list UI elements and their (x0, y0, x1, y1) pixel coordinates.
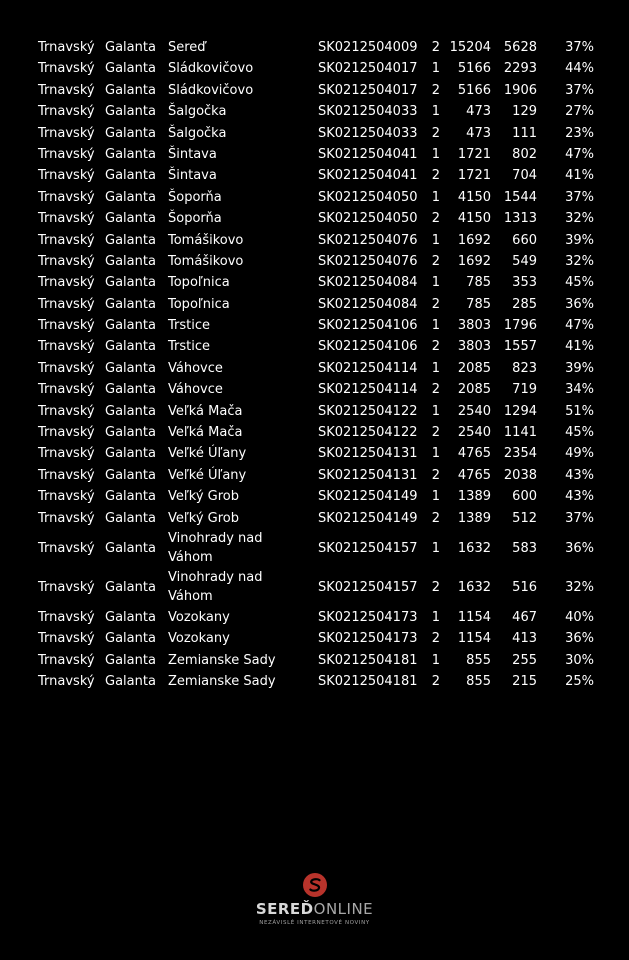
cell-kolo: 2 (431, 253, 440, 269)
cell-kraj: Trnavský (38, 82, 95, 98)
cell-kod: SK0212504181 (318, 652, 418, 668)
cell-kraj: Trnavský (38, 189, 95, 205)
cell-hlasy: 704 (512, 168, 537, 184)
cell-volici: 1389 (457, 489, 491, 505)
cell-volici: 855 (466, 652, 491, 668)
cell-obec: Veľká Mača (168, 425, 243, 441)
cell-kod: SK0212504017 (318, 61, 418, 77)
cell-kraj: Trnavský (38, 489, 95, 505)
cell-obec: Šalgočka (168, 104, 227, 120)
cell-percent: 41% (565, 339, 594, 355)
cell-kraj: Trnavský (38, 674, 95, 690)
table-row (0, 607, 629, 628)
cell-okres: Galanta (105, 489, 156, 505)
cell-kolo: 1 (431, 61, 440, 77)
cell-kolo: 1 (431, 318, 440, 334)
cell-volici: 5166 (457, 82, 491, 98)
cell-percent: 32% (565, 579, 594, 595)
cell-obec: Váhovce (168, 360, 223, 376)
table-row (0, 101, 629, 122)
cell-okres: Galanta (105, 631, 156, 647)
cell-hlasy: 1557 (503, 339, 537, 355)
cell-okres: Galanta (105, 40, 156, 55)
table-row (0, 144, 629, 165)
cell-kod: SK0212504050 (318, 189, 418, 205)
cell-volici: 2085 (457, 382, 491, 398)
cell-percent: 37% (565, 510, 594, 526)
cell-kolo: 1 (431, 189, 440, 205)
cell-kolo: 1 (431, 540, 440, 556)
cell-okres: Galanta (105, 318, 156, 334)
cell-hlasy: 2293 (503, 61, 537, 77)
cell-okres: Galanta (105, 467, 156, 483)
cell-kolo: 1 (431, 360, 440, 376)
cell-percent: 51% (565, 403, 594, 419)
cell-okres: Galanta (105, 253, 156, 269)
cell-volici: 785 (466, 296, 491, 312)
cell-volici: 1692 (457, 253, 491, 269)
cell-kraj: Trnavský (38, 104, 95, 120)
cell-hlasy: 353 (512, 275, 537, 291)
table-row (0, 529, 629, 568)
logo-brand: SEREĎ (255, 900, 314, 918)
cell-hlasy: 1796 (503, 318, 537, 334)
cell-hlasy: 516 (512, 579, 537, 595)
cell-okres: Galanta (105, 189, 156, 205)
cell-percent: 39% (565, 232, 594, 248)
cell-kod: SK0212504131 (318, 446, 418, 462)
table-row (0, 401, 629, 422)
cell-percent: 47% (565, 318, 594, 334)
cell-percent: 32% (565, 211, 594, 227)
cell-hlasy: 1313 (503, 211, 537, 227)
cell-hlasy: 802 (512, 146, 537, 162)
cell-okres: Galanta (105, 382, 156, 398)
cell-volici: 3803 (457, 339, 491, 355)
cell-percent: 40% (565, 609, 594, 625)
cell-volici: 4765 (457, 446, 491, 462)
cell-okres: Galanta (105, 146, 156, 162)
table-row (0, 486, 629, 507)
cell-kod: SK0212504106 (318, 318, 418, 334)
cell-hlasy: 1294 (503, 403, 537, 419)
cell-obec: Vozokany (168, 631, 230, 647)
cell-kod: SK0212504149 (318, 510, 418, 526)
cell-kod: SK0212504114 (318, 382, 418, 398)
cell-volici: 4150 (457, 211, 491, 227)
cell-hlasy: 129 (512, 104, 537, 120)
cell-hlasy: 1544 (503, 189, 537, 205)
cell-obec: Sereď (168, 40, 206, 55)
cell-kolo: 2 (431, 296, 440, 312)
table-row (0, 208, 629, 229)
cell-okres: Galanta (105, 211, 156, 227)
cell-volici: 2085 (457, 360, 491, 376)
cell-okres: Galanta (105, 609, 156, 625)
cell-okres: Galanta (105, 540, 156, 556)
cell-kod: SK0212504149 (318, 489, 418, 505)
table-row (0, 465, 629, 486)
cell-kod: SK0212504041 (318, 168, 418, 184)
cell-kolo: 2 (431, 211, 440, 227)
cell-kod: SK0212504122 (318, 425, 418, 441)
sered-online-logo (0, 872, 629, 927)
table-row (0, 251, 629, 272)
cell-percent: 25% (565, 674, 594, 690)
cell-obec: Sládkovičovo (168, 61, 254, 77)
cell-kraj: Trnavský (38, 339, 95, 355)
cell-okres: Galanta (105, 82, 156, 98)
cell-kolo: 2 (431, 382, 440, 398)
cell-kraj: Trnavský (38, 61, 95, 77)
cell-obec: Topoľnica (168, 296, 230, 312)
cell-hlasy: 719 (512, 382, 537, 398)
cell-obec: Váhovce (168, 382, 223, 398)
cell-percent: 36% (565, 631, 594, 647)
cell-kraj: Trnavský (38, 253, 95, 269)
cell-kraj: Trnavský (38, 40, 95, 55)
cell-kolo: 2 (431, 579, 440, 595)
table-row (0, 336, 629, 357)
table-row (0, 422, 629, 443)
table-row (0, 508, 629, 529)
cell-hlasy: 1906 (503, 82, 537, 98)
cell-volici: 1154 (457, 631, 491, 647)
cell-kraj: Trnavský (38, 510, 95, 526)
table-row (0, 230, 629, 251)
cell-kolo: 1 (431, 232, 440, 248)
cell-volici: 3803 (457, 318, 491, 334)
table-row (0, 628, 629, 649)
cell-volici: 1632 (457, 540, 491, 556)
table-row (0, 650, 629, 671)
cell-okres: Galanta (105, 296, 156, 312)
cell-volici: 1632 (457, 579, 491, 595)
cell-volici: 855 (466, 674, 491, 690)
logo-wordmark (0, 900, 629, 918)
table-row (0, 315, 629, 336)
cell-obec: Topoľnica (168, 275, 230, 291)
logo-tagline: NEZÁVISLÉ INTERNETOVÉ NOVINY (259, 920, 370, 926)
cell-hlasy: 549 (512, 253, 537, 269)
table-row (0, 671, 629, 692)
cell-hlasy: 2038 (503, 467, 537, 483)
cell-kraj: Trnavský (38, 403, 95, 419)
cell-okres: Galanta (105, 403, 156, 419)
cell-kraj: Trnavský (38, 360, 95, 376)
cell-kod: SK0212504017 (318, 82, 418, 98)
cell-volici: 5166 (457, 61, 491, 77)
cell-kod: SK0212504181 (318, 674, 418, 690)
cell-kolo: 2 (431, 168, 440, 184)
cell-percent: 37% (565, 189, 594, 205)
cell-okres: Galanta (105, 510, 156, 526)
cell-obec: Veľké Úľany (168, 467, 247, 483)
cell-volici: 4150 (457, 189, 491, 205)
cell-percent: 44% (565, 61, 594, 77)
table-row (0, 379, 629, 400)
cell-kolo: 1 (431, 146, 440, 162)
cell-kraj: Trnavský (38, 579, 95, 595)
cell-kod: SK0212504106 (318, 339, 418, 355)
cell-volici: 473 (466, 104, 491, 120)
cell-hlasy: 255 (512, 652, 537, 668)
table-row (0, 80, 629, 101)
cell-hlasy: 467 (512, 609, 537, 625)
cell-kolo: 2 (431, 631, 440, 647)
cell-volici: 1692 (457, 232, 491, 248)
cell-hlasy: 215 (512, 674, 537, 690)
cell-kraj: Trnavský (38, 425, 95, 441)
cell-obec: Trstice (168, 339, 211, 355)
table-row (0, 272, 629, 293)
cell-obec: Šintava (168, 168, 217, 184)
cell-okres: Galanta (105, 446, 156, 462)
cell-kraj: Trnavský (38, 146, 95, 162)
cell-percent: 27% (565, 104, 594, 120)
cell-kraj: Trnavský (38, 318, 95, 334)
cell-percent: 49% (565, 446, 594, 462)
cell-hlasy: 5628 (503, 40, 537, 55)
cell-okres: Galanta (105, 674, 156, 690)
cell-obec: Trstice (168, 318, 211, 334)
cell-hlasy: 285 (512, 296, 537, 312)
cell-percent: 43% (565, 489, 594, 505)
cell-obec: Veľká Mača (168, 403, 243, 419)
logo-suffix: ONLINE (313, 900, 374, 918)
cell-kraj: Trnavský (38, 232, 95, 248)
table-row (0, 294, 629, 315)
cell-kolo: 2 (431, 510, 440, 526)
cell-volici: 1389 (457, 510, 491, 526)
cell-okres: Galanta (105, 425, 156, 441)
cell-kod: SK0212504122 (318, 403, 418, 419)
cell-obec: Vozokany (168, 609, 230, 625)
cell-obec: Tomášikovo (168, 232, 244, 248)
cell-kod: SK0212504009 (318, 40, 418, 55)
cell-kolo: 2 (431, 125, 440, 141)
cell-kod: SK0212504076 (318, 253, 418, 269)
cell-obec: Šoporňa (168, 189, 222, 205)
cell-obec: Zemianske Sady (168, 652, 276, 668)
cell-okres: Galanta (105, 339, 156, 355)
cell-kolo: 2 (431, 467, 440, 483)
cell-hlasy: 600 (512, 489, 537, 505)
cell-percent: 41% (565, 168, 594, 184)
cell-volici: 2540 (457, 403, 491, 419)
cell-kod: SK0212504041 (318, 146, 418, 162)
cell-percent: 45% (565, 275, 594, 291)
cell-kolo: 1 (431, 403, 440, 419)
cell-kraj: Trnavský (38, 446, 95, 462)
cell-kraj: Trnavský (38, 211, 95, 227)
cell-obec: Veľký Grob (168, 510, 239, 526)
cell-kraj: Trnavský (38, 609, 95, 625)
cell-obec: Vinohrady nad Váhom (168, 530, 263, 565)
table-row (0, 165, 629, 186)
cell-kod: SK0212504033 (318, 104, 418, 120)
cell-obec: Šalgočka (168, 125, 227, 141)
cell-volici: 1154 (457, 609, 491, 625)
cell-volici: 1721 (457, 146, 491, 162)
cell-kolo: 1 (431, 104, 440, 120)
cell-okres: Galanta (105, 125, 156, 141)
cell-volici: 473 (466, 125, 491, 141)
table-row (0, 37, 629, 58)
cell-okres: Galanta (105, 275, 156, 291)
cell-kod: SK0212504114 (318, 360, 418, 376)
results-table (0, 37, 629, 693)
cell-kraj: Trnavský (38, 296, 95, 312)
cell-kraj: Trnavský (38, 382, 95, 398)
table-row (0, 358, 629, 379)
cell-kolo: 1 (431, 446, 440, 462)
cell-obec: Vinohrady nad Váhom (168, 569, 263, 604)
cell-okres: Galanta (105, 360, 156, 376)
cell-kolo: 1 (431, 275, 440, 291)
cell-kraj: Trnavský (38, 275, 95, 291)
cell-kod: SK0212504033 (318, 125, 418, 141)
cell-okres: Galanta (105, 61, 156, 77)
cell-kod: SK0212504173 (318, 631, 418, 647)
cell-volici: 1721 (457, 168, 491, 184)
cell-kraj: Trnavský (38, 652, 95, 668)
cell-hlasy: 512 (512, 510, 537, 526)
cell-kod: SK0212504157 (318, 579, 418, 595)
cell-okres: Galanta (105, 579, 156, 595)
cell-obec: Veľké Úľany (168, 446, 247, 462)
cell-percent: 30% (565, 652, 594, 668)
cell-hlasy: 823 (512, 360, 537, 376)
cell-kolo: 1 (431, 489, 440, 505)
table-row (0, 187, 629, 208)
cell-percent: 34% (565, 382, 594, 398)
cell-kraj: Trnavský (38, 125, 95, 141)
cell-kod: SK0212504157 (318, 540, 418, 556)
cell-kod: SK0212504173 (318, 609, 418, 625)
cell-percent: 45% (565, 425, 594, 441)
cell-percent: 23% (565, 125, 594, 141)
cell-kolo: 2 (431, 339, 440, 355)
cell-obec: Sládkovičovo (168, 82, 254, 98)
cell-kolo: 2 (431, 40, 440, 55)
cell-kraj: Trnavský (38, 631, 95, 647)
cell-obec: Šintava (168, 146, 217, 162)
cell-percent: 37% (565, 82, 594, 98)
cell-volici: 785 (466, 275, 491, 291)
cell-percent: 36% (565, 540, 594, 556)
cell-percent: 37% (565, 40, 594, 55)
cell-percent: 36% (565, 296, 594, 312)
cell-okres: Galanta (105, 168, 156, 184)
cell-kolo: 2 (431, 425, 440, 441)
cell-okres: Galanta (105, 232, 156, 248)
cell-kolo: 1 (431, 652, 440, 668)
cell-okres: Galanta (105, 652, 156, 668)
cell-kolo: 2 (431, 674, 440, 690)
cell-hlasy: 583 (512, 540, 537, 556)
cell-volici: 4765 (457, 467, 491, 483)
cell-obec: Šoporňa (168, 211, 222, 227)
cell-kolo: 1 (431, 609, 440, 625)
cell-kod: SK0212504084 (318, 275, 418, 291)
table-row (0, 58, 629, 79)
table-row (0, 568, 629, 607)
cell-percent: 39% (565, 360, 594, 376)
cell-obec: Zemianske Sady (168, 674, 276, 690)
cell-volici: 15204 (449, 40, 491, 55)
cell-hlasy: 660 (512, 232, 537, 248)
cell-hlasy: 1141 (503, 425, 537, 441)
cell-okres: Galanta (105, 104, 156, 120)
cell-obec: Tomášikovo (168, 253, 244, 269)
cell-percent: 32% (565, 253, 594, 269)
cell-kraj: Trnavský (38, 540, 95, 556)
cell-percent: 43% (565, 467, 594, 483)
cell-kod: SK0212504084 (318, 296, 418, 312)
table-row (0, 123, 629, 144)
cell-kod: SK0212504131 (318, 467, 418, 483)
s-monogram-icon (302, 872, 328, 898)
cell-hlasy: 2354 (503, 446, 537, 462)
table-row (0, 443, 629, 464)
cell-kod: SK0212504050 (318, 211, 418, 227)
cell-obec: Veľký Grob (168, 489, 239, 505)
cell-volici: 2540 (457, 425, 491, 441)
cell-kraj: Trnavský (38, 467, 95, 483)
cell-kraj: Trnavský (38, 168, 95, 184)
cell-percent: 47% (565, 146, 594, 162)
cell-kolo: 2 (431, 82, 440, 98)
cell-hlasy: 111 (512, 125, 537, 141)
cell-kod: SK0212504076 (318, 232, 418, 248)
cell-hlasy: 413 (512, 631, 537, 647)
